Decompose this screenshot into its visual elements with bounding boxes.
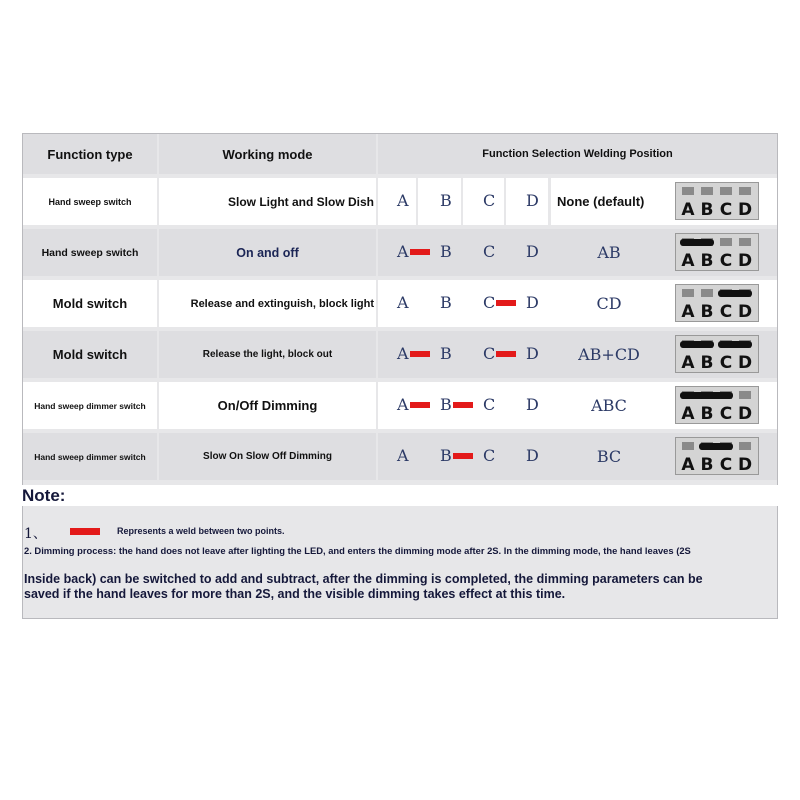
position-letter-b: B (440, 191, 452, 210)
working-mode-text: On/Off Dimming (217, 398, 318, 413)
welding-position-value: BC (596, 447, 622, 466)
weld-bar-legend (70, 528, 100, 535)
position-letter-d: D (526, 446, 539, 465)
table-row (23, 331, 777, 378)
working-mode-text: Release the light, block out (202, 349, 333, 360)
position-letter-c: C (483, 344, 496, 363)
thumb-letter-a: A (681, 455, 695, 474)
position-letter-c: C (483, 446, 496, 465)
function-type-text: Hand sweep dimmer switch (34, 451, 146, 462)
weld-bar-ab (410, 351, 430, 357)
thumb-pad (739, 238, 751, 246)
working-mode-cell (159, 280, 376, 327)
function-type-cell (23, 331, 157, 378)
thumb-letter-d: D (737, 353, 753, 372)
header-working-mode-label: Working mode (222, 146, 313, 162)
thumb-letter-a: A (681, 251, 695, 270)
note-item1-number: 1、 (24, 526, 47, 542)
weld-bar-bc (453, 402, 473, 408)
welding-position-value: ABC (591, 396, 627, 415)
thumb-letter-c: C (719, 353, 733, 372)
table-row (23, 178, 777, 225)
position-letter-b: B (440, 446, 452, 465)
position-letter-b: B (440, 395, 452, 414)
weld-diagram-thumbnail (675, 437, 759, 475)
thumb-letter-d: D (737, 302, 753, 321)
working-mode-cell (159, 433, 376, 480)
weld-bar-cd (496, 351, 516, 357)
function-type-text: Hand sweep switch (41, 246, 139, 259)
thumb-weld-bc (699, 443, 733, 450)
thumb-weld-ab (680, 341, 714, 348)
header-position-label: Function Selection Welding Position (482, 148, 673, 160)
table-row (23, 382, 777, 429)
thumb-weld-ab (680, 239, 714, 246)
thumb-letter-c: C (719, 302, 733, 321)
function-type-cell (23, 280, 157, 327)
weld-diagram-thumbnail (675, 386, 759, 424)
welding-position-value: AB (597, 243, 621, 262)
table-row (23, 229, 777, 276)
note-item2-line2: Inside back) can be switched to add and subtract, after the dimming is completed, the dimming parameters can be (24, 572, 703, 586)
weld-bar-ab (410, 402, 430, 408)
thumb-letter-a: A (681, 302, 695, 321)
function-type-text: Hand sweep dimmer switch (34, 400, 146, 411)
header-working-mode (159, 134, 376, 174)
thumb-pad (739, 187, 751, 195)
thumb-pad (682, 187, 694, 195)
thumb-letter-b: B (700, 404, 714, 423)
thumb-pad (720, 238, 732, 246)
note-item1-text: Represents a weld between two points. (117, 526, 285, 536)
thumb-letter-b: B (700, 455, 714, 474)
thumb-letter-b: B (700, 302, 714, 321)
working-mode-cell (159, 331, 376, 378)
working-mode-text: Slow Light and Slow Dish (228, 194, 374, 209)
thumb-weld-cd (718, 341, 752, 348)
thumb-letter-b: B (700, 251, 714, 270)
position-letter-d: D (526, 293, 539, 312)
thumb-pad (739, 442, 751, 450)
note-header-strip (22, 485, 778, 506)
note-item2-line3: saved if the hand leaves for more than 2S, and the visible dimming takes effect at this time. (24, 587, 566, 601)
thumb-letter-d: D (737, 455, 753, 474)
thumb-letter-b: B (700, 353, 714, 372)
header-function-type (23, 134, 157, 174)
thumb-letter-b: B (700, 200, 714, 219)
position-letter-b: B (440, 344, 452, 363)
thumb-weld-bc (699, 392, 733, 399)
position-letter-a: A (397, 344, 409, 363)
function-type-text: Mold switch (52, 296, 128, 311)
position-letter-a: A (397, 191, 409, 210)
working-mode-cell (159, 229, 376, 276)
position-letter-a: A (397, 446, 409, 465)
thumb-letter-a: A (681, 353, 695, 372)
working-mode-text: Release and extinguish, block light (190, 297, 374, 310)
weld-diagram-thumbnail (675, 182, 759, 220)
position-letter-a: A (397, 395, 409, 414)
table-row (23, 433, 777, 480)
note-box (22, 506, 778, 619)
position-letter-a: A (397, 242, 409, 261)
table-row (23, 280, 777, 327)
note-item2-line1: 2. Dimming process: the hand does not leave after lighting the LED, and enters the dimming mode after 2S. In the dimming mode, the hand leaves (2S (24, 545, 691, 556)
weld-diagram-thumbnail (675, 284, 759, 322)
working-mode-cell (159, 178, 376, 225)
function-type-cell (23, 229, 157, 276)
position-letter-c: C (483, 395, 496, 414)
thumb-pad (682, 289, 694, 297)
thumb-pad (682, 442, 694, 450)
weld-diagram-thumbnail (675, 335, 759, 373)
function-type-cell (23, 433, 157, 480)
working-mode-cell (159, 382, 376, 429)
thumb-letter-c: C (719, 455, 733, 474)
position-letter-b: B (440, 242, 452, 261)
position-letter-d: D (526, 344, 539, 363)
position-letter-c: C (483, 293, 496, 312)
weld-bar-cd (496, 300, 516, 306)
table-header-row (23, 134, 777, 174)
function-type-cell (23, 382, 157, 429)
thumb-letter-d: D (737, 200, 753, 219)
weld-bar-bc (453, 453, 473, 459)
position-letter-a: A (397, 293, 409, 312)
function-type-text: Hand sweep switch (48, 196, 132, 207)
position-letter-c: C (483, 191, 496, 210)
thumb-letter-a: A (681, 404, 695, 423)
position-letter-c: C (483, 242, 496, 261)
thumb-letter-c: C (719, 251, 733, 270)
header-position (378, 134, 777, 174)
thumb-weld-cd (718, 290, 752, 297)
welding-position-value: None (default) (557, 194, 645, 209)
position-letter-d: D (526, 242, 539, 261)
thumb-letter-c: C (719, 200, 733, 219)
function-type-cell (23, 178, 157, 225)
working-mode-text: Slow On Slow Off Dimming (203, 451, 332, 462)
weld-diagram-thumbnail (675, 233, 759, 271)
position-letter-d: D (526, 395, 539, 414)
thumb-letter-d: D (737, 404, 753, 423)
thumb-letter-d: D (737, 251, 753, 270)
thumb-pad (701, 187, 713, 195)
working-mode-text: On and off (236, 245, 299, 260)
thumb-pad (701, 289, 713, 297)
welding-position-value: AB+CD (578, 345, 640, 364)
position-letter-d: D (526, 191, 539, 210)
thumb-pad (720, 187, 732, 195)
note-title: Note: (22, 486, 66, 505)
thumb-letter-c: C (719, 404, 733, 423)
position-letter-b: B (440, 293, 452, 312)
header-function-type-label: Function type (47, 146, 133, 162)
weld-bar-ab (410, 249, 430, 255)
function-type-text: Mold switch (52, 347, 128, 362)
welding-position-value: CD (596, 294, 622, 313)
thumb-pad (739, 391, 751, 399)
letter-separator (549, 178, 551, 225)
thumb-letter-a: A (681, 200, 695, 219)
